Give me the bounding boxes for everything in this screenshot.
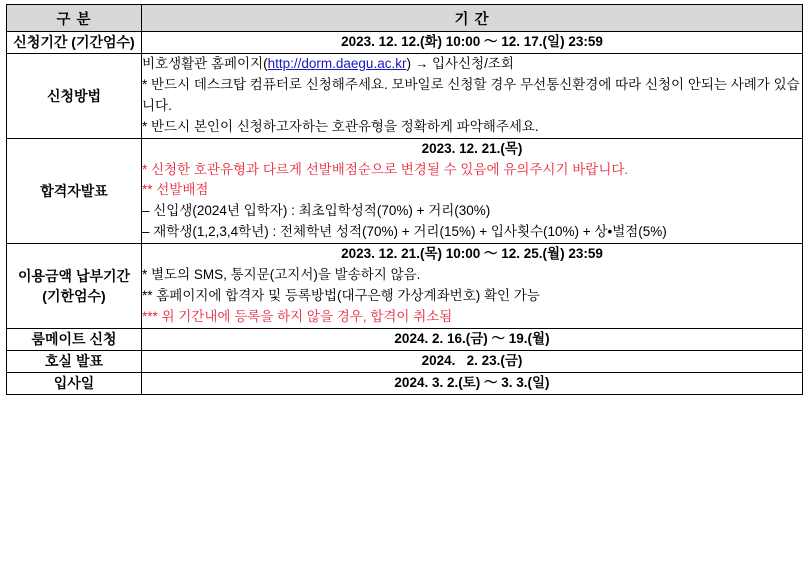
row-label-payment-period: 이용금액 납부기간 (기한엄수)	[7, 244, 142, 329]
table-row	[7, 32, 803, 54]
header-cell-period: 기 간	[142, 5, 803, 32]
text-line: 2023. 12. 21.(목) 10:00 ～ 12. 25.(월) 23:59	[341, 246, 603, 262]
row-content-result-announcement	[142, 138, 803, 244]
table-row	[7, 53, 803, 138]
table-row	[7, 138, 803, 244]
table-row	[7, 350, 803, 372]
text-line: * 반드시 본인이 신청하고자하는 호관유형을 정확하게 파악해주세요.	[142, 118, 539, 134]
text-line: 2023. 12. 12.(화) 10:00 ～ 12. 17.(일) 23:59	[341, 34, 603, 49]
row-label-result-announcement: 합격자발표	[7, 138, 142, 244]
text-line: 2024. 2. 16.(금) ～ 19.(월)	[394, 330, 550, 346]
row-content-payment-period	[142, 244, 803, 329]
text-line: * 별도의 SMS, 통지문(고지서)을 발송하지 않음.	[142, 267, 421, 283]
row-content-application-period	[142, 32, 803, 54]
homepage-prefix: 비호생활관 홈페이지(	[142, 55, 268, 71]
row-label-application-period: 신청기간 (기간엄수)	[7, 32, 142, 54]
row-label-application-method: 신청방법	[7, 53, 142, 138]
homepage-suffix: ) → 입사신청/조회	[406, 55, 514, 71]
table-header-row	[7, 5, 803, 32]
row-content-move-in-date	[142, 372, 803, 394]
schedule-table	[6, 4, 803, 395]
row-content-roommate-application	[142, 328, 803, 350]
text-line: * 신청한 호관유형과 다르게 선발배점순으로 변경될 수 있음에 유의주시기 바랍니다.	[142, 161, 629, 177]
dorm-homepage-link[interactable]: http://dorm.daegu.ac.kr	[267, 55, 407, 71]
row-label-move-in-date: 입사일	[7, 372, 142, 394]
text-line: – 재학생(1,2,3,4학년) : 전체학년 성적(70%) + 거리(15%) + 입사횟수(10%) + 상•벌점(5%)	[142, 224, 667, 240]
table-row	[7, 244, 803, 329]
table-row	[7, 372, 803, 394]
row-label-roommate-application: 룸메이트 신청	[7, 328, 142, 350]
text-line: 2024. 2. 23.(금)	[421, 352, 523, 368]
text-line: 2023. 12. 21.(목)	[421, 140, 523, 156]
row-label-room-announcement: 호실 발표	[7, 350, 142, 372]
text-line: – 신입생(2024년 입학자) : 최초입학성적(70%) + 거리(30%)	[142, 203, 491, 219]
row-content-room-announcement	[142, 350, 803, 372]
text-line: ** 선발배점	[142, 182, 209, 198]
text-line: ** 홈페이지에 합격자 및 등록방법(대구은행 가상계좌번호) 확인 가능	[142, 288, 540, 304]
text-line: *** 위 기간내에 등록을 하지 않을 경우, 합격이 취소됨	[142, 308, 453, 324]
row-content-application-method	[142, 53, 803, 138]
text-line: 2024. 3. 2.(토) ～ 3. 3.(일)	[394, 374, 550, 390]
table-row	[7, 328, 803, 350]
header-cell-division: 구 분	[7, 5, 142, 32]
text-line: * 반드시 데스크탑 컴퓨터로 신청해주세요. 모바일로 신청할 경우 무선통신환경에 따라 신청이 안되는 사례가 있습니다.	[142, 76, 800, 113]
text-line-homepage	[142, 54, 802, 75]
